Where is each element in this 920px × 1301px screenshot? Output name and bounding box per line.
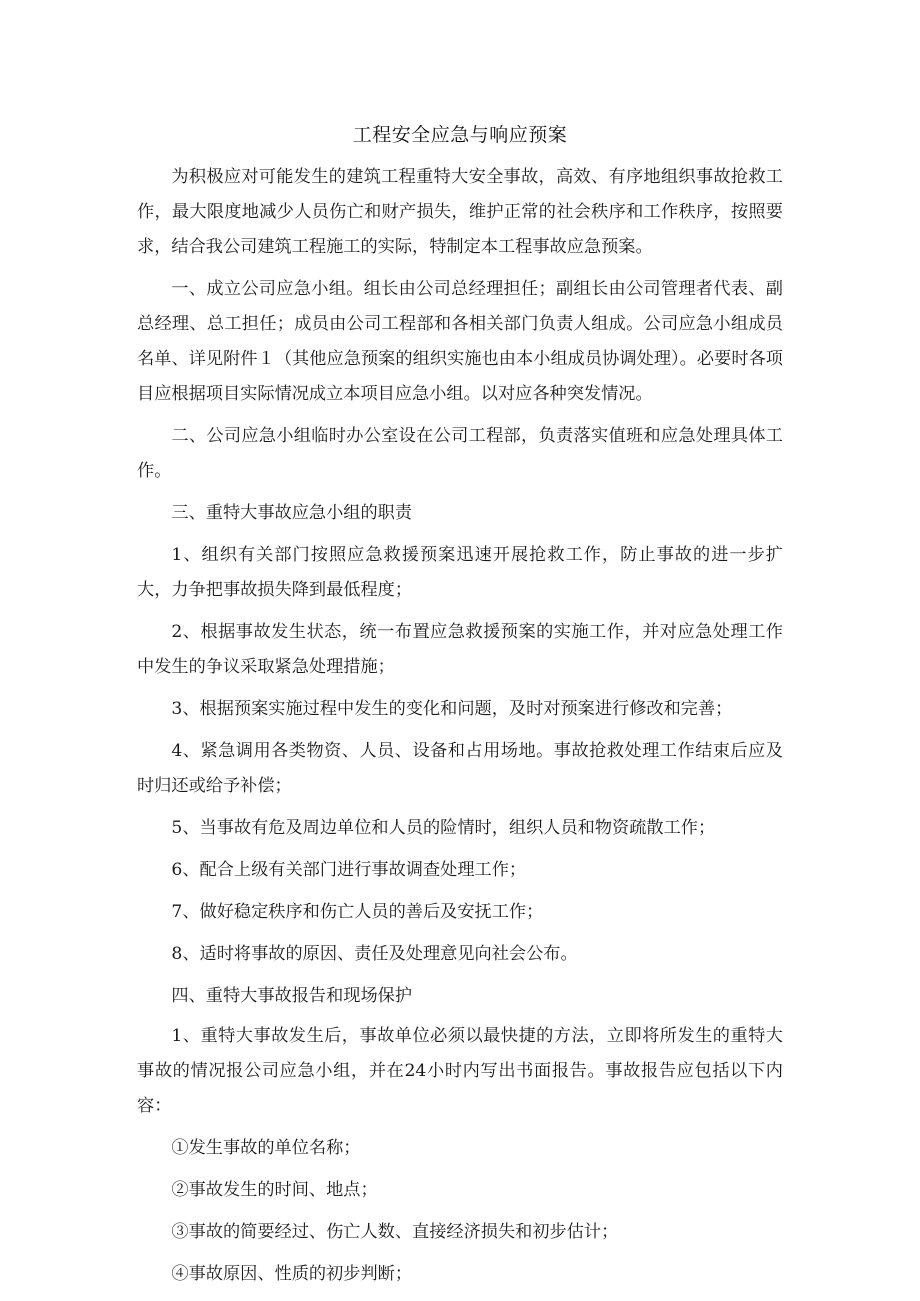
paragraph-duty-8: 8、适时将事故的原因、责任及处理意见向社会公布。 (171, 944, 578, 964)
paragraph-duty-3: 3、根据预案实施过程中发生的变化和问题，及时对预案进行修改和完善； (171, 699, 733, 719)
list-item-report-content-3: ③事故的简要经过、伤亡人数、直接经济损失和初步估计； (171, 1222, 619, 1242)
paragraph-duty-4: 4、紧急调用各类物资、人员、设备和占用场地。事故抢救处理工作结束后应及时归还或给予补偿； (137, 741, 783, 796)
paragraph-duty-7: 7、做好稳定秩序和伤亡人员的善后及安抚工作； (171, 902, 544, 922)
paragraph-duty-2: 2、根据事故发生状态，统一布置应急救援预案的实施工作，并对应急处理工作中发生的争议采取紧急处理措施； (137, 622, 783, 677)
paragraph-report-1: 1、重特大事故发生后，事故单位必须以最快捷的方法，立即将所发生的重特大事故的情况报公司应急小组，并在24小时内写出书面报告。事故报告应包括以下内容： (137, 1026, 783, 1116)
document-title: 工程安全应急与响应预案 (352, 124, 568, 146)
paragraph-section-4-heading: 四、重特大事故报告和现场保护 (171, 986, 413, 1006)
paragraph-duty-6: 6、配合上级有关部门进行事故调查处理工作； (171, 860, 527, 880)
paragraph-section-1: 一、成立公司应急小组。组长由公司总经理担任；副组长由公司管理者代表、副总经理、总工担任；成员由公司工程部和各相关部门负责人组成。公司应急小组成员名单、详见附件１（其他应急预案的组织实施也由本小组成员协调处理）。必要时各项目应根据项目实际情况成立本项目应急小组。以对应各种突发情况。 (137, 279, 783, 404)
paragraph-intro: 为积极应对可能发生的建筑工程重特大安全事故，高效、有序地组织事故抢救工作，最大限度地减少人员伤亡和财产损失，维护正常的社会秩序和工作秩序，按照要求，结合我公司建筑工程施工的实际，特制定本工程事故应急预案。 (137, 167, 783, 257)
paragraph-duty-1: 1、组织有关部门按照应急救援预案迅速开展抢救工作，防止事故的进一步扩大，力争把事故损失降到最低程度； (137, 545, 783, 600)
list-item-report-content-2: ②事故发生的时间、地点； (171, 1180, 378, 1200)
paragraph-section-2: 二、公司应急小组临时办公室设在公司工程部，负责落实值班和应急处理具体工作。 (137, 426, 783, 481)
list-item-report-content-4: ④事故原因、性质的初步判断； (171, 1264, 413, 1284)
document-body (137, 160, 783, 1299)
paragraph-section-3-heading: 三、重特大事故应急小组的职责 (171, 503, 413, 523)
list-item-report-content-1: ①发生事故的单位名称； (171, 1138, 361, 1158)
paragraph-duty-5: 5、当事故有危及周边单位和人员的险情时，组织人员和物资疏散工作； (171, 818, 716, 838)
